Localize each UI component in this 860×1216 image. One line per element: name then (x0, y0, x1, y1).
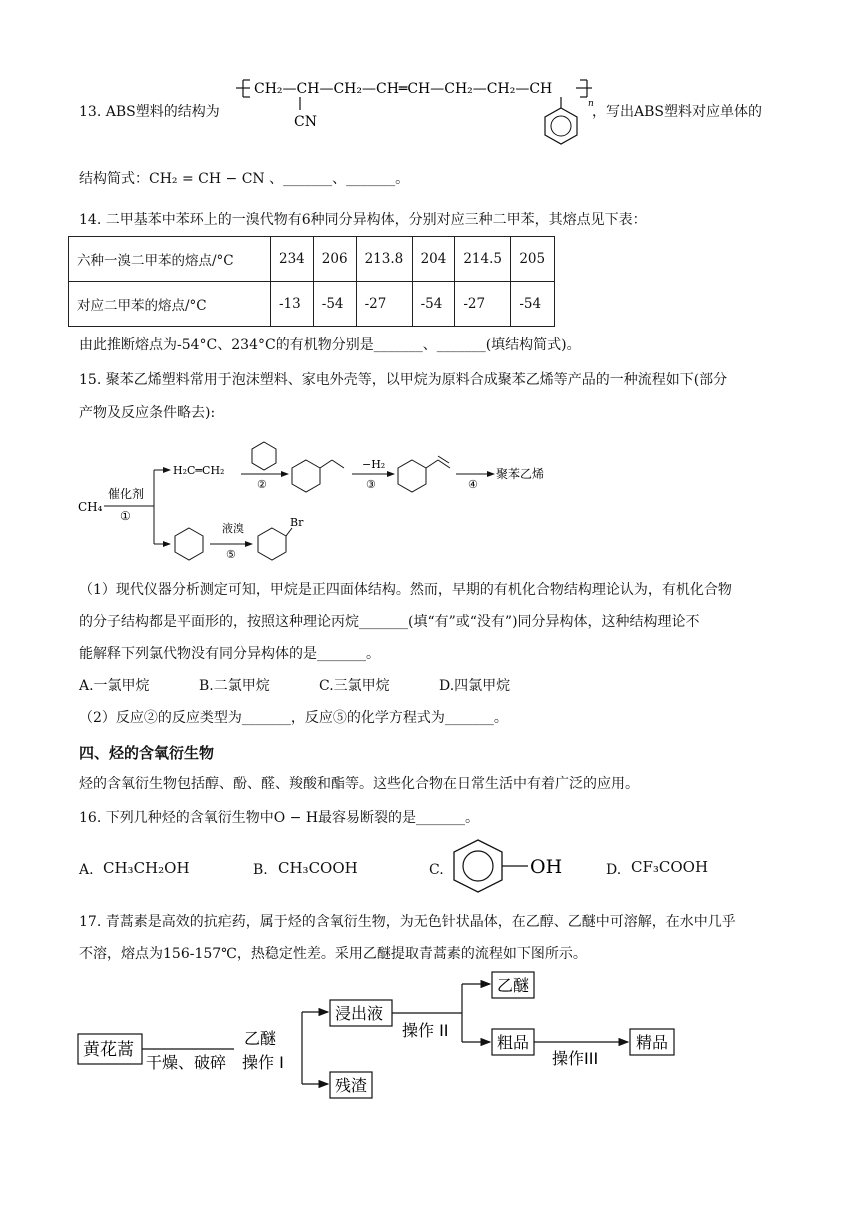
q15-text2: 产物及反应条件略去): (79, 405, 216, 421)
extract-box: 浸出液 (335, 1004, 384, 1023)
polymer-chain: CH₂—CH—CH₂—CH═CH—CH₂—CH₂—CH (254, 81, 553, 97)
table-cell: -27 (356, 282, 412, 327)
section-title: 四、烃的含氧衍生物 (79, 744, 215, 762)
residue-box: 残渣 (335, 1076, 368, 1095)
polystyrene-label: 聚苯乙烯 (496, 467, 545, 481)
raw-material-box: 黄花蒿 (83, 1040, 134, 1060)
q16-option-c-label: C. (429, 862, 444, 878)
q14-after: 由此推断熔点为-54°C、234°C的有机物分别是_______、_______(填结构简式)。 (79, 337, 581, 353)
svg-text:n: n (588, 99, 594, 109)
q16-option-a-label: A. (79, 862, 94, 878)
step5-label: ⑤ (226, 548, 236, 561)
table-cell: 205 (511, 237, 555, 282)
table-header-cell: 对应二甲苯的熔点/°C (69, 282, 271, 327)
dry-crush-label: 干燥、破碎 (146, 1053, 227, 1072)
catalyst-label: 催化剂 (108, 487, 145, 501)
q13-line2: 结构简式：CH₂ = CH − CN 、_______、_______。 (79, 171, 410, 187)
artemisinin-extraction-flowchart (76, 968, 680, 1104)
melting-point-table (68, 236, 555, 327)
section-intro: 烃的含氧衍生物包括醇、酚、醛、羧酸和酯等。这些化合物在日常生活中有着广泛的应用。 (79, 776, 639, 792)
q16-option-b: CH₃COOH (278, 859, 358, 877)
ethylene-label: H₂C═CH₂ (173, 464, 225, 477)
table-cell: -27 (455, 282, 511, 327)
table-cell: -54 (511, 282, 555, 327)
q15-p2: （2）反应②的反应类型为_______，反应⑤的化学方程式为_______。 (79, 710, 508, 726)
step1-label: ① (120, 509, 131, 523)
table-cell: 213.8 (356, 237, 412, 282)
phenol-structure (450, 836, 568, 896)
q17-text1: 17. 青蒿素是高效的抗疟药，属于烃的含氧衍生物，为无色针状晶体，在乙醇、乙醚中可溶解，在水中几乎 (79, 914, 736, 930)
crude-product-box: 粗品 (497, 1033, 530, 1052)
q16-option-d-label: D. (606, 862, 622, 878)
operation-2-label: 操作 II (402, 1021, 449, 1040)
q16-option-a: CH₃CH₂OH (103, 859, 190, 877)
table-cell: 234 (271, 237, 314, 282)
styrene-synthesis-flowchart (76, 436, 566, 568)
q16-option-d: CF₃COOH (631, 858, 709, 876)
option-b: B.二氯甲烷 (199, 678, 270, 694)
pure-product-box: 精品 (636, 1033, 669, 1052)
operation-3-label: 操作III (552, 1049, 599, 1068)
table-cell: -13 (271, 282, 314, 327)
q13-tail: ，写出ABS塑料对应单体的 (592, 104, 762, 120)
table-cell: 206 (313, 237, 356, 282)
q16-text: 16. 下列几种烃的含氧衍生物中O − H最容易断裂的是_______。 (79, 810, 480, 826)
br-label: Br (290, 516, 304, 529)
table-cell: 204 (412, 237, 455, 282)
q15-text1: 15. 聚苯乙烯塑料常用于泡沫塑料、家电外壳等，以甲烷为原料合成聚苯乙烯等产品的一种流程如下(部分 (79, 372, 728, 388)
table-row (69, 282, 555, 327)
ether-box: 乙醚 (497, 976, 530, 995)
step2-label: ② (257, 478, 267, 491)
step3-label: ③ (366, 478, 376, 491)
q15-p1b: 的分子结构都是平面形的，按照这种理论丙烷_______(填“有”或“没有”)同分异构体，这种结构理论不 (79, 614, 700, 630)
option-d: D.四氯甲烷 (439, 678, 511, 694)
step4-label: ④ (468, 478, 478, 491)
q17-text2: 不溶，熔点为156-157℃，热稳定性差。采用乙醚提取青蒿素的流程如下图所示。 (79, 946, 587, 962)
table-header-cell: 六种一溴二甲苯的熔点/°C (69, 237, 271, 282)
liquid-bromine-label: 液溴 (222, 522, 244, 535)
operation-1-label: 操作 I (242, 1053, 284, 1072)
abs-polymer-structure (236, 62, 592, 158)
q16-option-b-label: B. (253, 862, 268, 878)
oh-group: OH (530, 856, 563, 878)
table-cell: 214.5 (455, 237, 511, 282)
q13-lead: 13. ABS塑料的结构为 (79, 104, 220, 120)
option-a: A.一氯甲烷 (79, 678, 150, 694)
cn-group: CN (294, 114, 317, 130)
table-cell: -54 (313, 282, 356, 327)
ether-solvent-label: 乙醚 (244, 1029, 277, 1048)
q15-p1a: （1）现代仪器分析测定可知，甲烷是正四面体结构。然而，早期的有机化合物结构理论认为，有机化合物 (79, 582, 732, 598)
table-cell: -54 (412, 282, 455, 327)
option-c: C.三氯甲烷 (319, 678, 390, 694)
minus-h2-label: −H₂ (362, 458, 386, 471)
table-row (69, 237, 555, 282)
q14-text: 14. 二甲基苯中苯环上的一溴代物有6种同分异构体，分别对应三种二甲苯，其熔点见下表： (79, 212, 647, 228)
ch4-label: CH₄ (78, 500, 103, 514)
q15-p1c: 能解释下列氯代物没有同分异构体的是_______。 (79, 646, 380, 662)
